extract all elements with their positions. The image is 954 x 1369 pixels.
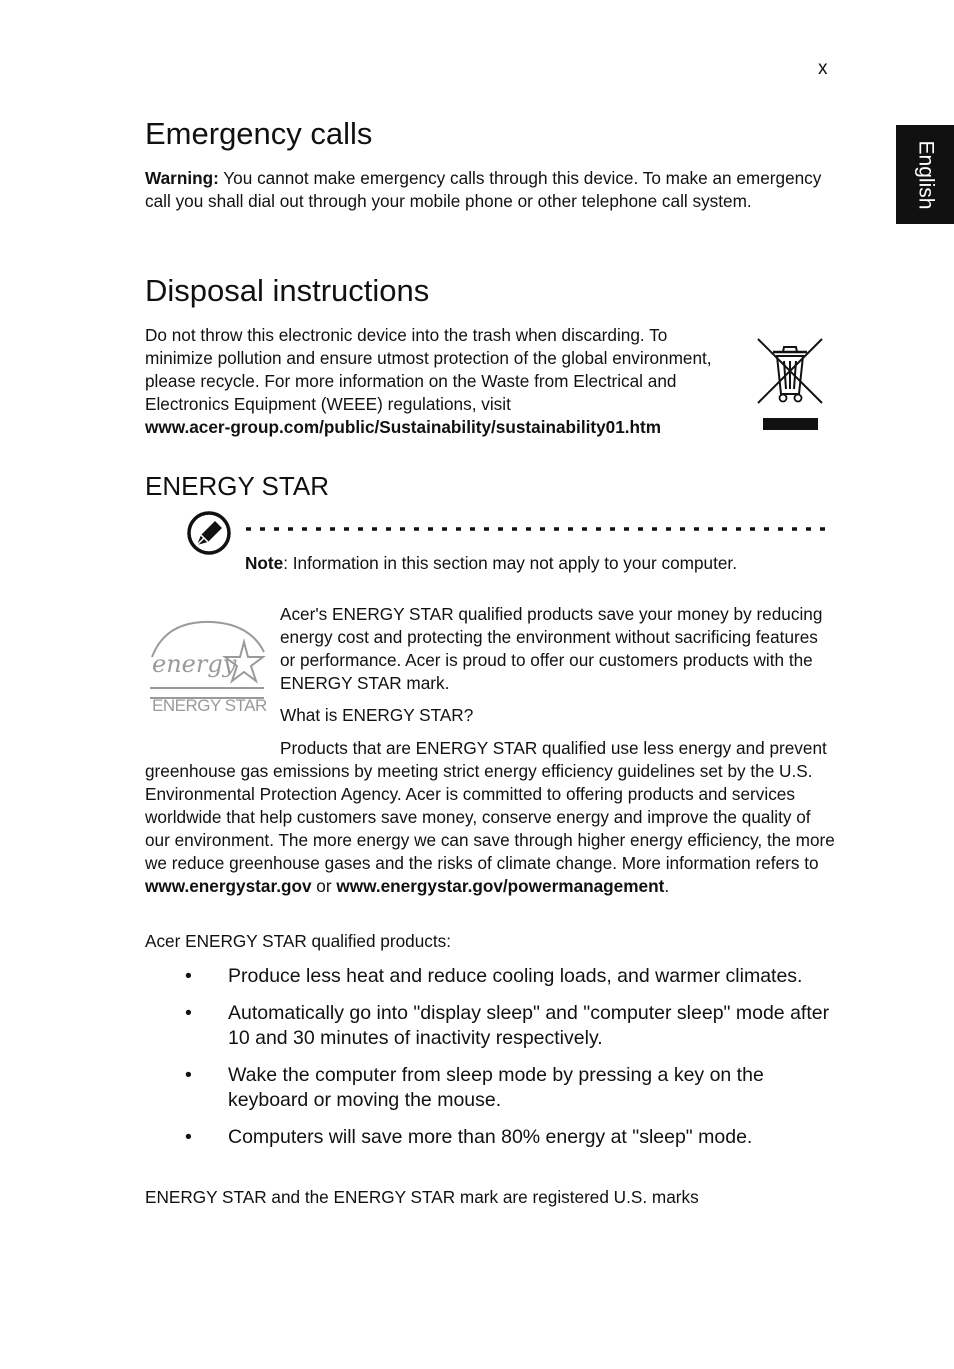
qualified-products-label: Acer ENERGY STAR qualified products: <box>145 931 452 951</box>
list-item-text: Automatically go into "display sleep" and "computer sleep" mode after 10 and 30 minutes of inactivity respectively. <box>228 1001 830 1049</box>
language-tab <box>896 125 954 224</box>
energy-star-trademark-footer: ENERGY STAR and the ENERGY STAR mark are registered U.S. marks <box>145 1187 699 1207</box>
note-label: Note <box>245 553 284 573</box>
energy-star-body <box>145 737 835 898</box>
list-item-text: Computers will save more than 80% energy at "sleep" mode. <box>228 1125 753 1148</box>
energy-logo-script: energy <box>152 650 237 678</box>
weee-bin-icon <box>753 334 827 434</box>
energy-star-intro: Acer's ENERGY STAR qualified products save your money by reducing energy cost and protecting the environment without sacrificing features or performance. Acer is proud to offer our customers products with the ENERGY STAR mark. <box>280 604 823 693</box>
qualified-products-list <box>145 964 835 1161</box>
bullet-dot: • <box>185 1063 192 1086</box>
energy-star-period: . <box>664 876 670 896</box>
list-item <box>145 1001 835 1052</box>
bullet-dot: • <box>185 1125 192 1148</box>
list-item <box>145 964 835 990</box>
warning-text: You cannot make emergency calls through this device. To make an emergency call you shall dial out through your mobile phone or other telephone call system. <box>145 168 822 211</box>
disposal-instructions-heading: Disposal instructions <box>145 273 430 308</box>
list-item-text: Produce less heat and reduce cooling loads, and warmer climates. <box>228 965 803 987</box>
language-tab-label: English <box>914 140 938 209</box>
emergency-calls-heading: Emergency calls <box>145 116 373 151</box>
emergency-warning-paragraph <box>145 167 835 213</box>
bullet-dot: • <box>185 1001 192 1024</box>
energy-star-logo <box>146 612 268 716</box>
disposal-text: Do not throw this electronic device into the trash when discarding. To minimize pollution and ensure utmost protection of the global environment, please recycle. For more information on the Waste from Electrical and Electronics Equipment (WEEE) regulations, visit <box>145 325 712 414</box>
energy-star-question: What is ENERGY STAR? <box>280 705 474 725</box>
energystar-powermanagement-link[interactable]: www.energystar.gov/powermanagement <box>336 876 665 896</box>
energystar-gov-link[interactable]: www.energystar.gov <box>145 876 312 896</box>
page-number: x <box>818 58 828 79</box>
note-text: : Information in this section may not apply to your computer. <box>283 553 737 573</box>
bullet-dot: • <box>185 965 192 987</box>
energy-star-or: or <box>311 876 337 896</box>
disposal-link[interactable]: www.acer-group.com/public/Sustainability/sustainability01.htm <box>145 417 662 437</box>
list-item <box>145 1125 835 1151</box>
energy-star-body-text: Products that are ENERGY STAR qualified use less energy and prevent greenhouse gas emissions by meeting strict energy efficiency guidelines set by the U.S. Environmental Protection Agency. Acer is committed to offering products and services worldwide that help customers save money, conserve energy and improve the quality of our environment. The more energy we can save through higher energy efficiency, the more we reduce greenhouse gases and the risks of climate change. More information refers to <box>145 738 835 873</box>
disposal-paragraph <box>145 324 725 439</box>
energy-star-logo-label: ENERGY STAR <box>152 696 267 715</box>
list-item <box>145 1063 835 1114</box>
warning-label: Warning: <box>145 168 219 188</box>
note-dotted-divider <box>246 527 830 531</box>
note-pen-icon <box>185 510 233 556</box>
energy-star-heading: ENERGY STAR <box>145 471 329 501</box>
note-paragraph <box>245 552 835 575</box>
list-item-text: Wake the computer from sleep mode by pressing a key on the keyboard or moving the mouse. <box>228 1063 764 1111</box>
